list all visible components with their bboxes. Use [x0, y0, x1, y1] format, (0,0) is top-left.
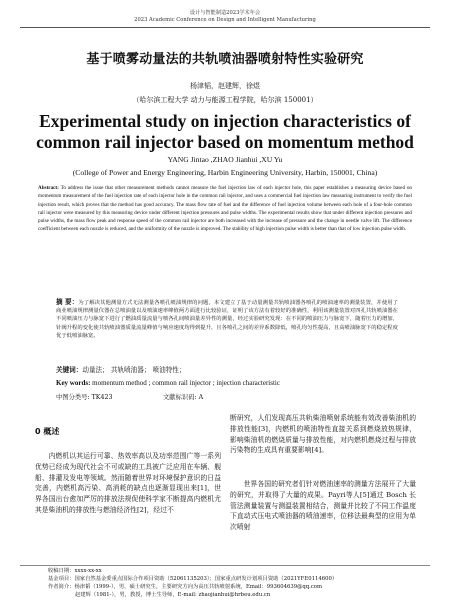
authors-en: YANG Jintao ,ZHAO Jianhui ,XU Yu	[167, 155, 283, 164]
title-en-line1: Experimental study on injection characteristics of	[39, 111, 411, 131]
document-code: 文献标识码: A	[163, 394, 204, 401]
footnote-author2: 赵建辉（1981-），男，教授，博士生导师，E-mail: zhaojianhui@hrbeu.edu.cn	[75, 592, 271, 598]
affiliation-zh: （哈尔滨工程大学 动力与能源工程学院，哈尔滨 150001）	[132, 96, 318, 104]
abstract-zh-text: 为了解决其他测量方式无法测量各喷孔喷油规律的问题，本文建立了基于动量测量共轨喷油器各喷孔的喷油速率的测量装置，并使用了商业喷油规律测量仪器在总喷油量以及喷油速率峰值两方面进行比较验证，证明了该方法有着较好的准确性，利用该测量装置对四孔共轨喷油器在不同喷油压力与脉宽下进行了燃油质量流量与喷各孔间喷油量差异性的测量，经过实验研究发现：在不同的喷油压力与脉宽下，随着压力的增加，针阀升程的变化使共轨喷油器质量流量峰值与响应速度均得到提升，且各喷孔之间的差异系数降低，喷孔均匀性提高，且高喷油脉宽下的稳定程度优于低喷油脉宽。	[56, 300, 399, 339]
footnote-received: 收稿日期：xxxx-xx-xx	[48, 568, 102, 574]
title-en-line2: common rail injector based on momentum method	[36, 132, 414, 152]
footnote-rule	[20, 565, 430, 566]
abstract-zh	[56, 298, 398, 340]
body-left-paragraph: 内燃机以其运行可靠、热效率高以及功率范围广等一系列优势已经成为现代社会不可或缺的工具被广泛应用在车辆、舰船、排灌及发电等领域。然而随着世界对环境保护意识的日益完善，内燃机高污染、高消耗的缺点也逐渐显现出来[1]，世界各国出台愈加严厉的排放法规促使科学家不断提高内燃机尤其是柴油机的排放性与燃油经济性[2]，经过不	[35, 452, 221, 514]
body-right-paragraph-2: 世界各国的研究者们针对燃油速率的测量方法展开了大量的研究，并取得了大量的成果。Payri等人[5]通过 Bosch 长管法测量装置与测温装置相结合，测量并比较了不同工作温度下直动式压电式喷油器的喷油速率，位移法最典型的应用为单次喷射	[230, 480, 416, 532]
keywords-zh-label: 关键词：	[56, 366, 83, 374]
abstract-en	[38, 184, 412, 234]
title-zh: 基于喷雾动量法的共轨喷油器喷射特性实验研究	[86, 52, 364, 67]
abstract-en-label: Abstract:	[38, 185, 59, 191]
footnote-author1: 作者简介：杨津韬（1999-），男，硕士研究生，主要研究方向为高压共轨喷射系统，Email：993604639@qq.com	[48, 584, 323, 590]
header-rule	[20, 27, 430, 28]
abstract-en-text: To address the issue that other measurement methods cannot measure the fuel injection law of each injector hole, this paper establishes a measuring device based on momentum measurement of the fuel injection rate of each injector hole in the common rail injector, and uses a commercial fuel injection law measuring instrument to verify the fuel injection result, which proves that the method has good accuracy. The mass flow rate of fuel and the difference of fuel injection volume between each hole of a four-hole common rail injector were measured by this measuring device under different injection pressures and pulse widths. The experimental results show that under different injection pressures and pulse widths, the mass flow peak and response speed of the common rail injector are both increased with the increase of pressure and the change in needle valve lift. The difference coefficient between each nozzle is reduced, and the uniformity of the nozzle is improved. The stability of high injection pulse width is better than that of low injection pulse width.	[38, 185, 412, 233]
body-right-paragraph-1: 断研究，人们发现高压共轨柴油喷射系统能有效改善柴油机的排放性能[3]，内燃机的喷油特性直接关系到燃烧放热规律，影响柴油机的燃烧质量与排放性能，对内燃机燃烧过程与排放污染物的生成具有重要影响[4]。	[230, 414, 416, 455]
keywords-en	[56, 379, 398, 388]
footnote-fund: 基金项目：国家自然基金委重点国际合作项目资助（52061135203）；国家重点研发计划项目资助（2021YFE0114600）	[48, 576, 338, 582]
keywords-zh-text: 动量法； 共轨喷油器； 喷油特性；	[82, 366, 186, 374]
affiliation-en: (College of Power and Energy Engineering, Harbin Engineering University, Harbin, 150001, China)	[72, 168, 378, 177]
running-header-zh: 设计与智能制造2023学术年会	[189, 10, 261, 16]
keywords-en-text: momentum method ; common rail injector ; injection characteristic	[92, 379, 280, 387]
clc-number: 中图分类号: TK423	[56, 394, 113, 401]
keywords-en-label: Key words:	[56, 379, 91, 387]
keywords-zh	[56, 366, 398, 375]
section-heading-0: 0 概述	[35, 427, 60, 436]
authors-zh: 杨津韬，赵建辉，徐煜	[190, 82, 260, 90]
running-header-en: 2023 Academic Conference on Design and Intelligent Manufacturing	[134, 17, 316, 23]
abstract-zh-label: 摘 要：	[56, 298, 79, 306]
